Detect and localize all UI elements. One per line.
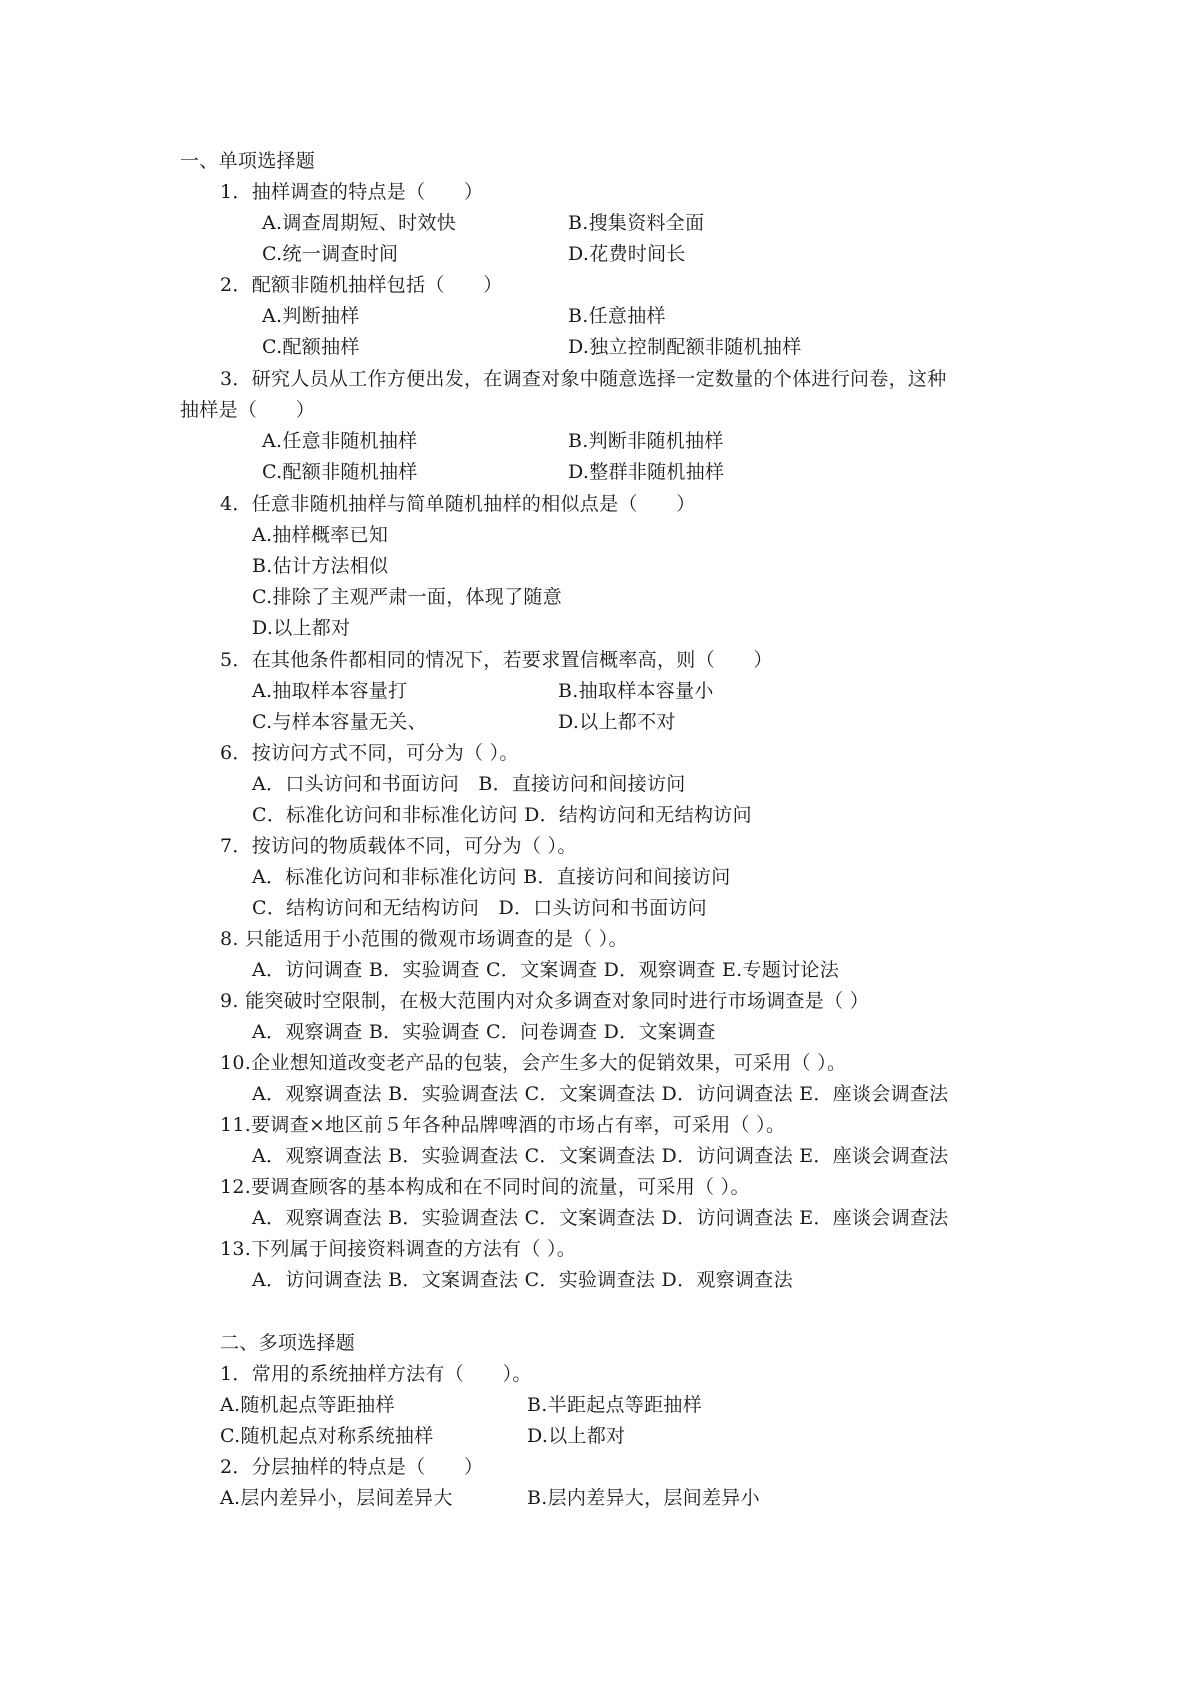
option: C．标准化访问和非标准化访问 D．结构访问和无结构访问	[252, 804, 752, 826]
option: C.随机起点对称系统抽样	[220, 1425, 434, 1447]
question-stem: 3．研究人员从工作方便出发，在调查对象中随意选择一定数量的个体进行问卷，这种	[220, 368, 947, 390]
option: B.抽取样本容量小	[558, 680, 714, 702]
question-stem: 12.要调查顾客的基本构成和在不同时间的流量，可采用（ ）。	[220, 1176, 750, 1198]
option: A.任意非随机抽样	[262, 430, 418, 452]
option: B.搜集资料全面	[568, 212, 705, 234]
option: A．口头访问和书面访问 B．直接访问和间接访问	[252, 773, 686, 795]
option: D.以上都对	[252, 617, 351, 639]
option: A.调查周期短、时效快	[262, 212, 457, 234]
option: C.统一调查时间	[262, 243, 399, 265]
option: A．访问调查 B．实验调查 C．文案调查 D．观察调查 E.专题讨论法	[252, 959, 840, 981]
question-stem: 8. 只能适用于小范围的微观市场调查的是（ ）。	[220, 928, 628, 950]
question-stem: 5．在其他条件都相同的情况下，若要求置信概率高，则（ ）	[220, 649, 773, 671]
option: B.任意抽样	[568, 305, 666, 327]
question-stem: 9. 能突破时空限制，在极大范围内对众多调查对象同时进行市场调查是（ ）	[220, 990, 870, 1012]
question-stem: 2．配额非随机抽样包括（ ）	[220, 274, 503, 296]
question-stem: 4．任意非随机抽样与简单随机抽样的相似点是（ ）	[220, 493, 696, 515]
option: A.判断抽样	[262, 305, 360, 327]
option: D.以上都对	[527, 1425, 626, 1447]
option: C.配额抽样	[262, 336, 360, 358]
option: A.随机起点等距抽样	[220, 1394, 395, 1416]
option: D.以上都不对	[558, 711, 676, 733]
option: A．标准化访问和非标准化访问 B．直接访问和间接访问	[252, 866, 731, 888]
option: B.估计方法相似	[252, 555, 389, 577]
section-title-single-choice: 一、单项选择题	[180, 150, 316, 172]
option: D.花费时间长	[568, 243, 686, 265]
option: D.整群非随机抽样	[568, 461, 725, 483]
option: C.排除了主观严肃一面，体现了随意	[252, 586, 563, 608]
option: A．观察调查法 B．实验调查法 C．文案调查法 D．访问调查法 E．座谈会调查法	[252, 1145, 949, 1167]
question-stem: 10.企业想知道改变老产品的包装，会产生多大的促销效果，可采用（ ）。	[220, 1052, 847, 1074]
option: B.判断非随机抽样	[568, 430, 724, 452]
option: D.独立控制配额非随机抽样	[568, 336, 802, 358]
question-stem: 7．按访问的物质载体不同，可分为（ ）。	[220, 835, 577, 857]
option: A.抽取样本容量打	[252, 680, 408, 702]
option: B.半距起点等距抽样	[527, 1394, 703, 1416]
question-stem: 6．按访问方式不同，可分为（ ）。	[220, 742, 519, 764]
option: A.层内差异小，层间差异大	[220, 1487, 453, 1509]
question-stem: 2．分层抽样的特点是（ ）	[220, 1456, 484, 1478]
option: C.配额非随机抽样	[262, 461, 418, 483]
option: C.与样本容量无关、	[252, 711, 427, 733]
option: A．观察调查法 B．实验调查法 C．文案调查法 D．访问调查法 E．座谈会调查法	[252, 1083, 949, 1105]
question-stem-continued: 抽样是（ ）	[180, 399, 316, 421]
question-stem: 1．抽样调查的特点是（ ）	[220, 181, 484, 203]
option: A.抽样概率已知	[252, 524, 389, 546]
question-stem: 11.要调查×地区前５年各种品牌啤酒的市场占有率，可采用（ ）。	[220, 1114, 786, 1136]
option: B.层内差异大，层间差异小	[527, 1487, 760, 1509]
question-stem: 1．常用的系统抽样方法有（ ）。	[220, 1363, 532, 1385]
question-stem: 13.下列属于间接资料调查的方法有（ ）。	[220, 1238, 577, 1260]
option: A．访问调查法 B．文案调查法 C．实验调查法 D．观察调查法	[252, 1269, 793, 1291]
section-title-multiple-choice: 二、多项选择题	[220, 1332, 356, 1354]
option: C．结构访问和无结构访问 D．口头访问和书面访问	[252, 897, 707, 919]
option: A．观察调查法 B．实验调查法 C．文案调查法 D．访问调查法 E．座谈会调查法	[252, 1207, 949, 1229]
option: A．观察调查 B．实验调查 C．问卷调查 D．文案调查	[252, 1021, 716, 1043]
